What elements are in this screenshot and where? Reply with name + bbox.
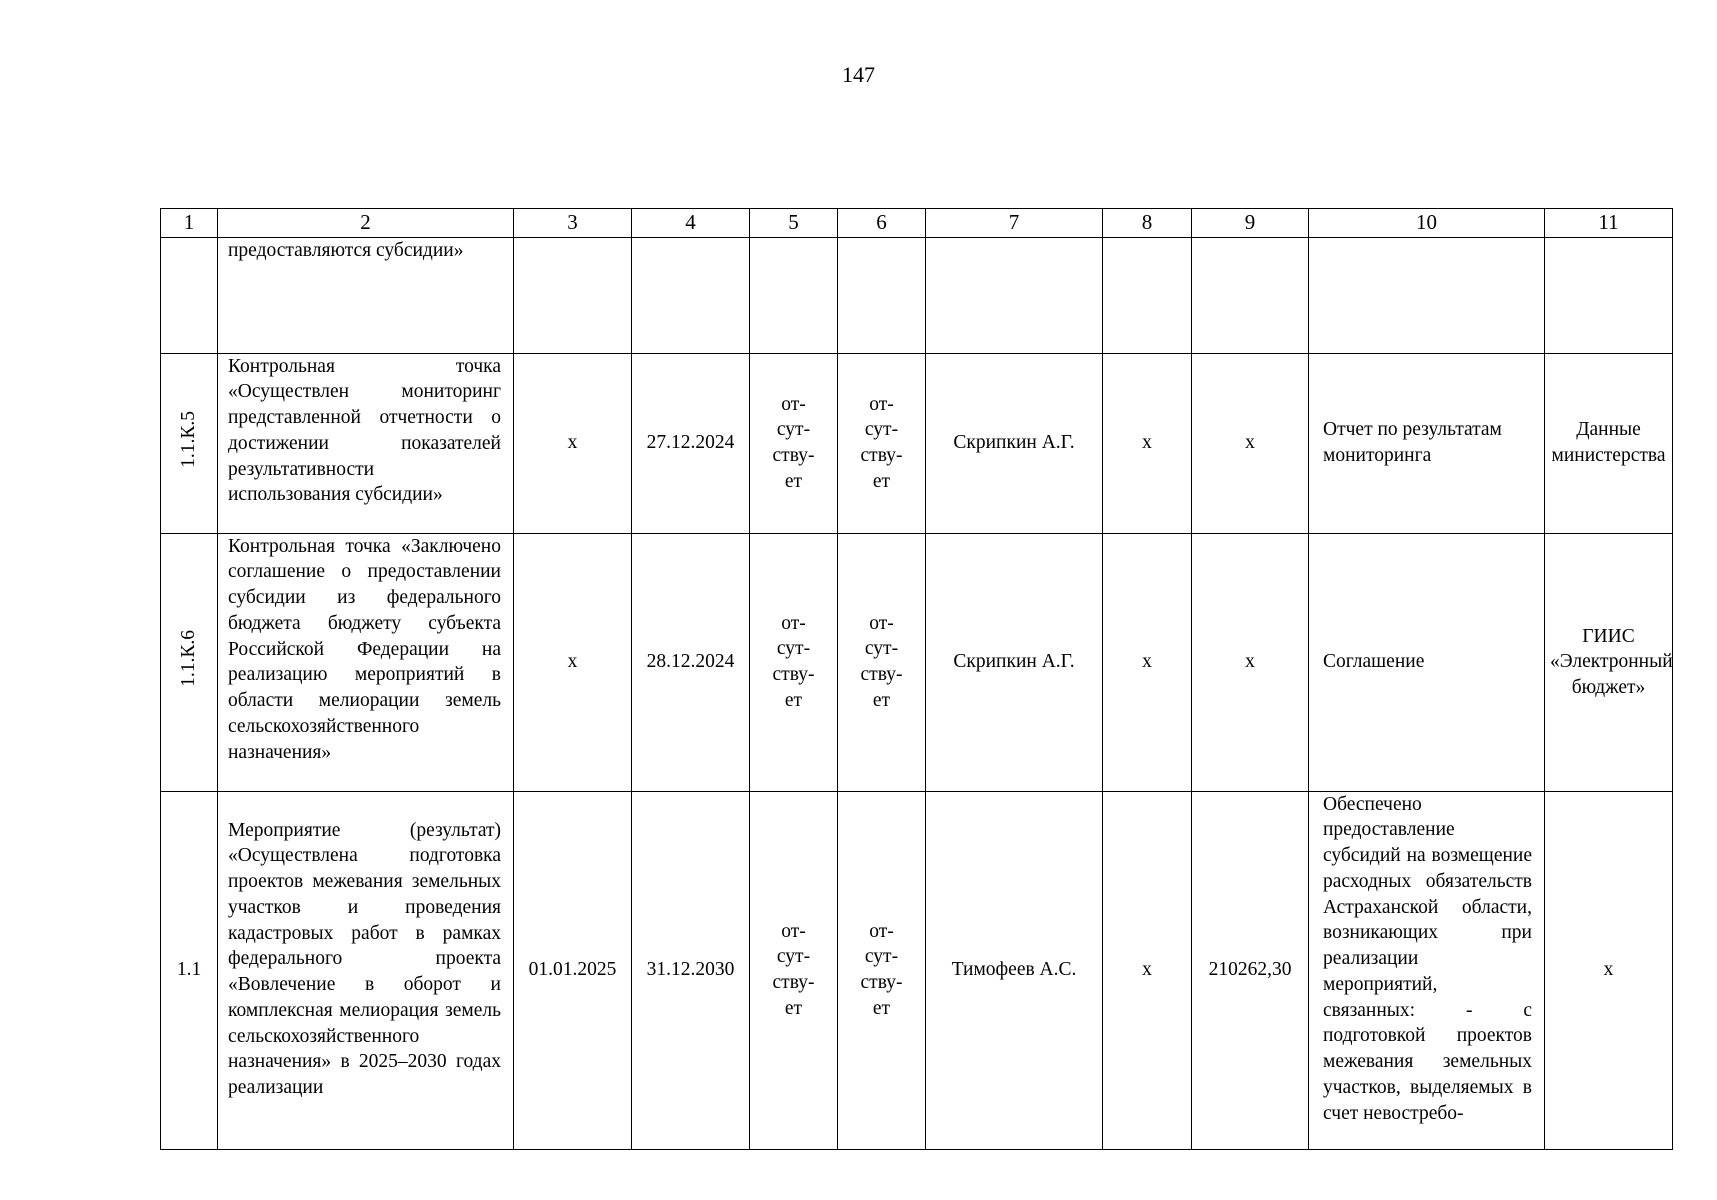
row-source-cell: ГИИС «Электронный бюджет» [1545, 533, 1673, 791]
row-col9-cell: 210262,30 [1192, 791, 1309, 1149]
row-col6-cell [838, 533, 926, 791]
column-header-8: 8 [1103, 209, 1192, 238]
column-header-6: 6 [838, 209, 926, 238]
cell-text-line: ет [784, 470, 803, 492]
row-code-cell [161, 353, 218, 533]
cell-text-line: сут- [864, 419, 899, 441]
row-code: 1.1.К.5 [178, 410, 200, 468]
table-row [161, 791, 1673, 1149]
column-header-2: 2 [218, 209, 514, 238]
row-result-cell: Соглашение [1309, 533, 1545, 791]
row-name-cell: Контрольная точка «Заключено соглашение о предоставлении субсидии из федерального бюджета бюджету субъекта Российской Федерации на реализацию мероприятий в области мелиорации земель сельскохозяйственного назначения» [218, 533, 514, 791]
row-code: 1.1.К.6 [178, 629, 200, 687]
cell-text-line: ству- [860, 972, 903, 994]
table-row [161, 237, 1673, 353]
row-end-date-cell: 31.12.2030 [632, 791, 750, 1149]
row-col5-cell [750, 533, 838, 791]
table-row [161, 353, 1673, 533]
column-header-5: 5 [750, 209, 838, 238]
row-end-date-cell: 27.12.2024 [632, 353, 750, 533]
cell-text-line: сут- [776, 419, 811, 441]
row-code: 1.1 [176, 959, 202, 981]
cell-text-line: ству- [772, 664, 815, 686]
cell-text-line: ет [872, 689, 891, 711]
cell-text-line: от- [869, 920, 894, 942]
row-col6-cell [838, 353, 926, 533]
plan-table [160, 208, 1673, 1150]
row-code-cell [161, 791, 218, 1149]
cell-text-line: ству- [860, 445, 903, 467]
row-col5-cell [750, 791, 838, 1149]
row-col9-cell: х [1192, 533, 1309, 791]
row-name-cell: Контрольная точка «Осуществлен мониторинг представленной отчетности о достижении показателей результативности использования субсидии» [218, 353, 514, 533]
row-responsible-cell: Тимофеев А.С. [926, 791, 1103, 1149]
row-col8-cell [1103, 237, 1192, 353]
column-header-9: 9 [1192, 209, 1309, 238]
cell-text-line: от- [869, 393, 894, 415]
row-source-cell [1545, 237, 1673, 353]
cell-text-line: от- [781, 920, 806, 942]
column-header-4: 4 [632, 209, 750, 238]
row-code-cell [161, 533, 218, 791]
column-header-10: 10 [1309, 209, 1545, 238]
cell-text-line: сут- [776, 946, 811, 968]
row-responsible-cell: Скрипкин А.Г. [926, 533, 1103, 791]
cell-text-line: сут- [864, 638, 899, 660]
cell-text-line: ет [872, 997, 891, 1019]
cell-text-line: ству- [772, 972, 815, 994]
row-responsible-cell [926, 237, 1103, 353]
header-row [161, 209, 1673, 238]
cell-text-line: от- [869, 612, 894, 634]
row-col5-cell [750, 237, 838, 353]
row-end-date-cell [632, 237, 750, 353]
row-name-cell: предоставляются субсидии» [218, 237, 514, 353]
column-header-1: 1 [161, 209, 218, 238]
row-source-cell: х [1545, 791, 1673, 1149]
cell-text-line: ству- [772, 445, 815, 467]
row-result-cell: Обеспечено предоставление субсидий на возмещение расходных обязательств Астраханской области, возникающих при реализации мероприятий, связанных: - с подготовкой проектов межевания земельных участков, выделяемых в счет невостребо- [1309, 791, 1545, 1149]
row-col8-cell: х [1103, 791, 1192, 1149]
cell-text-line: от- [781, 393, 806, 415]
row-col6-cell [838, 791, 926, 1149]
cell-text-line: ет [784, 997, 803, 1019]
row-col6-cell [838, 237, 926, 353]
cell-text-line: ет [784, 689, 803, 711]
cell-text-line: ству- [860, 664, 903, 686]
cell-text-line: сут- [776, 638, 811, 660]
row-col9-cell: х [1192, 353, 1309, 533]
column-header-11: 11 [1545, 209, 1673, 238]
row-start-date-cell: х [514, 353, 632, 533]
cell-text-line: от- [781, 612, 806, 634]
row-start-date-cell: 01.01.2025 [514, 791, 632, 1149]
table-row [161, 533, 1673, 791]
column-header-7: 7 [926, 209, 1103, 238]
cell-text-line: ет [872, 470, 891, 492]
row-source-cell: Данные министерства [1545, 353, 1673, 533]
row-result-cell [1309, 237, 1545, 353]
page-number: 147 [842, 62, 875, 87]
row-col8-cell: х [1103, 533, 1192, 791]
row-end-date-cell: 28.12.2024 [632, 533, 750, 791]
row-col5-cell [750, 353, 838, 533]
row-start-date-cell: х [514, 533, 632, 791]
row-start-date-cell [514, 237, 632, 353]
row-col8-cell: х [1103, 353, 1192, 533]
column-header-3: 3 [514, 209, 632, 238]
row-name-cell: Мероприятие (результат) «Осуществлена подготовка проектов межевания земельных участков и проведения кадастровых работ в рамках федерального проекта «Вовлечение в оборот и комплексная мелиорация земель сельскохозяйственного назначения» в 2025–2030 годах реализации [218, 791, 514, 1149]
row-result-cell: Отчет по результатам мониторинга [1309, 353, 1545, 533]
row-code-cell [161, 237, 218, 353]
row-col9-cell [1192, 237, 1309, 353]
row-responsible-cell: Скрипкин А.Г. [926, 353, 1103, 533]
cell-text-line: сут- [864, 946, 899, 968]
